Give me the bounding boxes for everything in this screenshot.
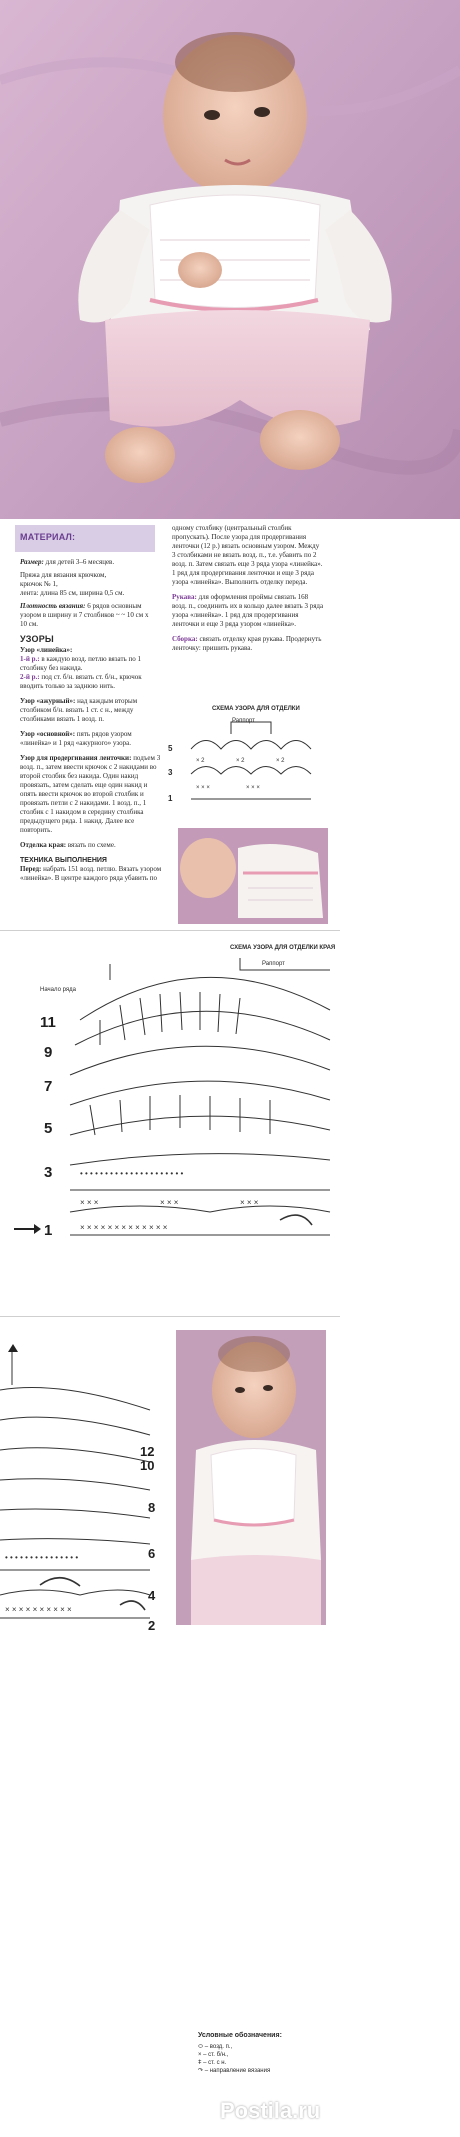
lineika-r1-text: в каждую возд. петлю вязать по 1 столбику без накида. xyxy=(20,655,141,672)
small-chart-title: СХЕМА УЗОРА ДЛЯ ОТДЕЛКИ xyxy=(212,706,300,712)
legend-title: Условные обозначения: xyxy=(198,2032,282,2039)
double-crochet-icon: ǂ xyxy=(198,2060,204,2066)
legend-item-label: – ст. б/н., xyxy=(203,2052,229,2058)
osnovnoy-title: Узор «основной»: xyxy=(20,730,76,738)
large-chart-row-11: 11 xyxy=(40,1014,56,1031)
osnovnoy-text: пять рядов узором «линейка» и 1 ряд «ажурного» узора. xyxy=(20,730,132,747)
lenta-text: подъем 3 возд. п., затем ввести крючок с 2 накидами во второй столбик без накида. Один накид провязать, затем сделать еще один накид и опять ввести крючок во второй столбик и провязать петли с 2 накидами. 1 возд. п., 1 столбик с 1 накидом в середину столбика предыдущего ряда. 1 накид. Далее все повторить. xyxy=(20,754,161,834)
legend-item-sc xyxy=(198,2051,328,2059)
section-divider-2 xyxy=(0,1316,340,1317)
size-value: для детей 3–6 месяцев. xyxy=(45,558,115,566)
svg-text:× × ×: × × × xyxy=(196,785,210,791)
large-chart-row-9: 9 xyxy=(44,1044,53,1061)
lenta-title: Узор для продергивания ленточки: xyxy=(20,754,132,762)
assembly-text: связать отделку края рукава. Продернуть ленточку: пришить рукава. xyxy=(172,635,322,652)
watermark: Postila.ru xyxy=(220,2098,321,2123)
assembly-label: Сборка: xyxy=(172,635,198,643)
bottom-chart-arrowhead xyxy=(8,1344,18,1352)
density-label: Плотность вязания: xyxy=(20,602,86,610)
large-chart-title: СХЕМА УЗОРА ДЛЯ ОТДЕЛКИ КРАЯ xyxy=(230,945,336,951)
legend-item-direction xyxy=(198,2067,328,2075)
baby-photo-small xyxy=(178,828,328,924)
large-chart-repeat: Раппорт xyxy=(262,961,285,967)
right-column-text xyxy=(172,524,324,653)
edge-text: вязать по схеме. xyxy=(67,841,116,849)
direction-arrow-icon: ↷ xyxy=(198,2068,205,2074)
large-chart-start: Начало ряда xyxy=(40,987,76,993)
svg-text:× 2: × 2 xyxy=(276,758,285,764)
sleeve-text: для оформления проймы связать 168 возд. п., соединить их в кольцо далее вязать 3 ряда узора «линейка». 1 ряд для продергивания ленточки и еще 3 ряда узором «линейка». xyxy=(172,593,324,628)
svg-text:× × ×: × × × xyxy=(160,1198,179,1207)
svg-text:× × ×: × × × xyxy=(246,785,260,791)
large-chart-row-1: 1 xyxy=(44,1222,53,1239)
front-text: набрать 151 возд. петлю. Вязать узором «линейка». В центре каждого ряда убавить по xyxy=(20,865,162,882)
legend-item-label: – возд. п., xyxy=(204,2044,233,2050)
bottom-chart-row-12: 12 xyxy=(140,1444,155,1459)
bottom-chart-row-4: 4 xyxy=(148,1588,156,1603)
legend-item-label: – направление вязания xyxy=(204,2068,271,2074)
lineika-r1-label: 1-й р.: xyxy=(20,655,40,663)
svg-text:× × × × × × × × × × × × ×: × × × × × × × × × × × × × xyxy=(80,1223,168,1232)
section-divider-1 xyxy=(0,930,340,931)
bottom-chart xyxy=(0,1330,170,1630)
small-chart-repeat: Раппорт xyxy=(232,718,255,724)
large-chart xyxy=(40,950,340,1250)
svg-text:× × × × × × × × × ×: × × × × × × × × × × xyxy=(5,1605,72,1614)
small-chart-row-3: 3 xyxy=(168,768,173,777)
lineika-title: Узор «линейка»: xyxy=(20,646,73,654)
patterns-title: УЗОРЫ xyxy=(20,634,54,644)
density-value: 6 рядов основным узором в ширину и 7 столбиков ~ ~ 10 см х 10 см. xyxy=(20,602,149,628)
material-title: МАТЕРИАЛ: xyxy=(20,532,76,542)
sleeve-label: Рукава: xyxy=(172,593,197,601)
legend xyxy=(198,2032,328,2075)
bottom-chart-row-2: 2 xyxy=(148,1618,156,1633)
large-chart-row-7: 7 xyxy=(44,1078,53,1095)
lineika-r2-label: 2-й р.: xyxy=(20,673,40,681)
legend-item-label: – ст. с н. xyxy=(203,2060,227,2066)
svg-text:• • • • • • • • • • • • • • •: • • • • • • • • • • • • • • • • • • • • • xyxy=(80,1169,184,1178)
technique-title: ТЕХНИКА ВЫПОЛНЕНИЯ xyxy=(20,857,107,864)
large-chart-row-3: 3 xyxy=(44,1164,53,1181)
baby-photo-bottom xyxy=(176,1330,326,1625)
small-chart-row-1: 1 xyxy=(168,794,173,803)
svg-text:× × ×: × × × xyxy=(80,1198,99,1207)
small-chart xyxy=(176,714,326,814)
legend-item-dc xyxy=(198,2059,328,2067)
small-chart-row-5: 5 xyxy=(168,744,173,753)
patterns-body xyxy=(20,646,162,883)
ribbon-text: лента: длина 85 см, ширина 0,5 см. xyxy=(20,589,125,597)
legend-item-chain xyxy=(198,2043,328,2051)
svg-text:× × ×: × × × xyxy=(240,1198,259,1207)
hook-text: крючок № 1, xyxy=(20,580,58,588)
lineika-r2-text: под ст. б/н. вязать ст. б/н., крючок вводить только за заднюю нить. xyxy=(20,673,142,690)
edge-label: Отделка края: xyxy=(20,841,67,849)
bottom-chart-row-8: 8 xyxy=(148,1500,156,1515)
svg-text:• • • • • • • • • • • • • • •: • • • • • • • • • • • • • • • xyxy=(5,1553,79,1562)
front-label: Перед: xyxy=(20,865,42,873)
large-chart-row-5: 5 xyxy=(44,1120,53,1137)
single-crochet-icon: × xyxy=(198,2052,204,2058)
svg-text:× 2: × 2 xyxy=(236,758,245,764)
yarn-text: Пряжа для вязания крючком, xyxy=(20,571,107,579)
size-label: Размер: xyxy=(20,558,44,566)
azhur-title: Узор «ажурный»: xyxy=(20,697,76,705)
azhur-text: над каждым вторым столбиком б/н. вязать 1 ст. с н., между столбиками вязать 1 возд. п. xyxy=(20,697,138,723)
svg-text:× 2: × 2 xyxy=(196,758,205,764)
bottom-chart-row-10: 10 xyxy=(140,1458,155,1473)
chain-stitch-icon: ⬭ xyxy=(198,2044,205,2050)
baby-photo-top xyxy=(0,0,460,519)
continuation-text: одному столбику (центральный столбик пропускать). После узора для продергивания ленточки (12 р.) вязать основным узором. Между 3 столбиками не вязать возд. п., т.е. убавить по 2 возд. п. Затем связать еще 3 ряда узора «линейка». 1 ряд для продергивания ленточки и еще 3 ряда узора «линейка». Выполнить отделку переда. xyxy=(172,524,323,586)
bottom-chart-row-6: 6 xyxy=(148,1546,156,1561)
row-start-arrowhead xyxy=(34,1224,41,1234)
material-text xyxy=(20,558,155,629)
